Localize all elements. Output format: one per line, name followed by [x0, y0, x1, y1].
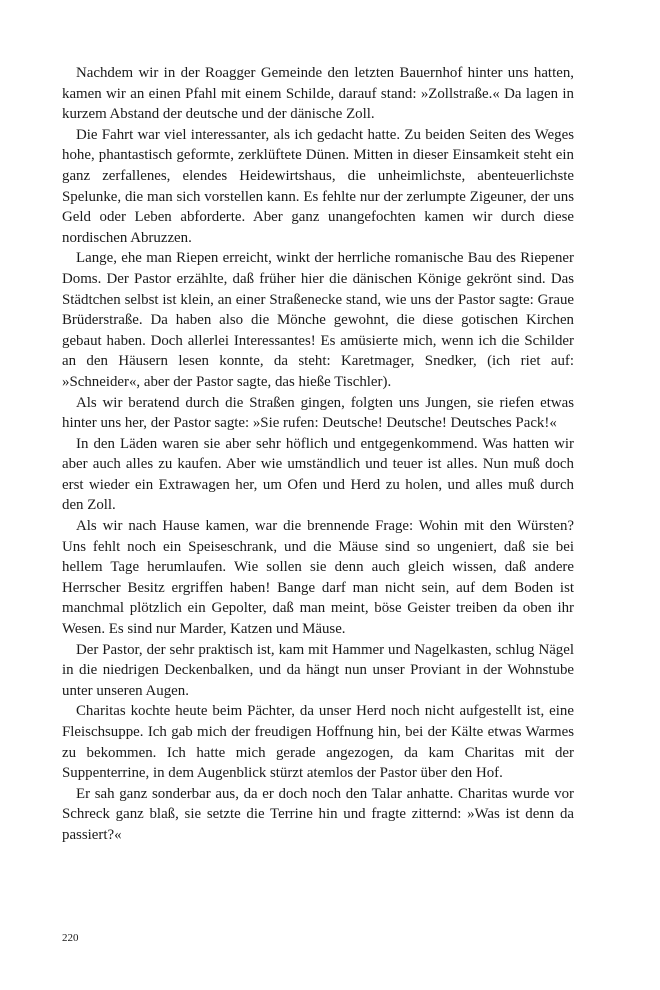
- paragraph-5: In den Läden waren sie aber sehr höflich und entgegenkommend. Was hatten wir aber auch alles zu kaufen. Aber wie umständlich und teuer ist alles. Nun muß doch erst wieder ein Extrawagen her, um Ofen und Herd zu holen, und alles muß durch den Zoll.: [62, 435, 574, 514]
- paragraph-1: Nachdem wir in der Roagger Gemeinde den letzten Bauernhof hinter uns hatten, kamen wir an einen Pfahl mit einem Schilde, darauf stand: »Zollstraße.« Da lagen in kurzem Abstand der deutsche und der dänische Zoll.: [62, 65, 574, 123]
- paragraph-3: Lange, ehe man Riepen erreicht, winkt der herrliche romanische Bau des Riepener Doms. Der Pastor erzählte, daß früher hier die dänischen Könige gekrönt sind. Das Städtchen selbst ist klein, an einer Straßenecke stand, wie uns der Pastor sagte: Graue Brüderstraße. Da haben also die Mönche gewohnt, die diese gotischen Kirchen gebaut haben. Doch allerlei Interessantes! Es amüsierte mich, wenn ich die Schilder an den Häusern lesen konnte, da steht: Karetmager, Snedker, (ich riet auf: »Schneider«, aber der Pastor sagte, das hieße Tischler).: [62, 250, 574, 390]
- page-number: 220: [62, 932, 79, 944]
- paragraph-9: Er sah ganz sonderbar aus, da er doch noch den Talar anhatte. Charitas wurde vor Schreck ganz blaß, sie setzte die Terrine hin und fragte zitternd: »Was ist denn da passiert?«: [62, 785, 574, 843]
- paragraph-8: Charitas kochte heute beim Pächter, da unser Herd noch nicht aufgestellt ist, eine Fleischsuppe. Ich gab mich der freudigen Hoffnung hin, bei der Kälte etwas Warmes zu bekommen. Ich hatte mich gerade angezogen, da kam Charitas mit der Suppenterrine, in dem Augenblick stürzt atemlos der Pastor über den Hof.: [62, 703, 574, 782]
- paragraph-6: Als wir nach Hause kamen, war die brennende Frage: Wohin mit den Würsten? Uns fehlt noch ein Speiseschrank, und die Mäuse sind so ungeniert, daß sie bei hellem Tage herumlaufen. Wie sollen sie denn auch gleich wissen, daß andere Herrscher Besitz ergriffen haben! Bange darf man nicht sein, auf dem Boden ist manchmal plötzlich ein Gepolter, daß man meint, böse Geister treiben da oben ihr Wesen. Es sind nur Marder, Katzen und Mäuse.: [62, 518, 574, 638]
- paragraph-4: Als wir beratend durch die Straßen gingen, folgten uns Jungen, sie riefen etwas hinter uns her, der Pastor sagte: »Sie rufen: Deutsche! Deutsche! Deutsches Pack!«: [62, 394, 574, 432]
- page-body: [62, 63, 574, 846]
- paragraph-7: Der Pastor, der sehr praktisch ist, kam mit Hammer und Nagelkasten, schlug Nägel in die niedrigen Deckenbalken, und da hängt nun unser Proviant in der Wohnstube unter unseren Augen.: [62, 641, 574, 699]
- paragraph-2: Die Fahrt war viel interessanter, als ich gedacht hatte. Zu beiden Seiten des Weges hohe, phantastisch geformte, zerklüftete Dünen. Mitten in dieser Einsamkeit steht ein ganz zerfallenes, elendes Heidewirtshaus, die unheimlichste, abenteuerlichste Spelunke, die man sich vorstellen kann. Es fehlte nur der zerlumpte Zigeuner, der uns Geld oder Leben abforderte. Aber ganz unangefochten kamen wir durch diese nordischen Abruzzen.: [62, 126, 574, 246]
